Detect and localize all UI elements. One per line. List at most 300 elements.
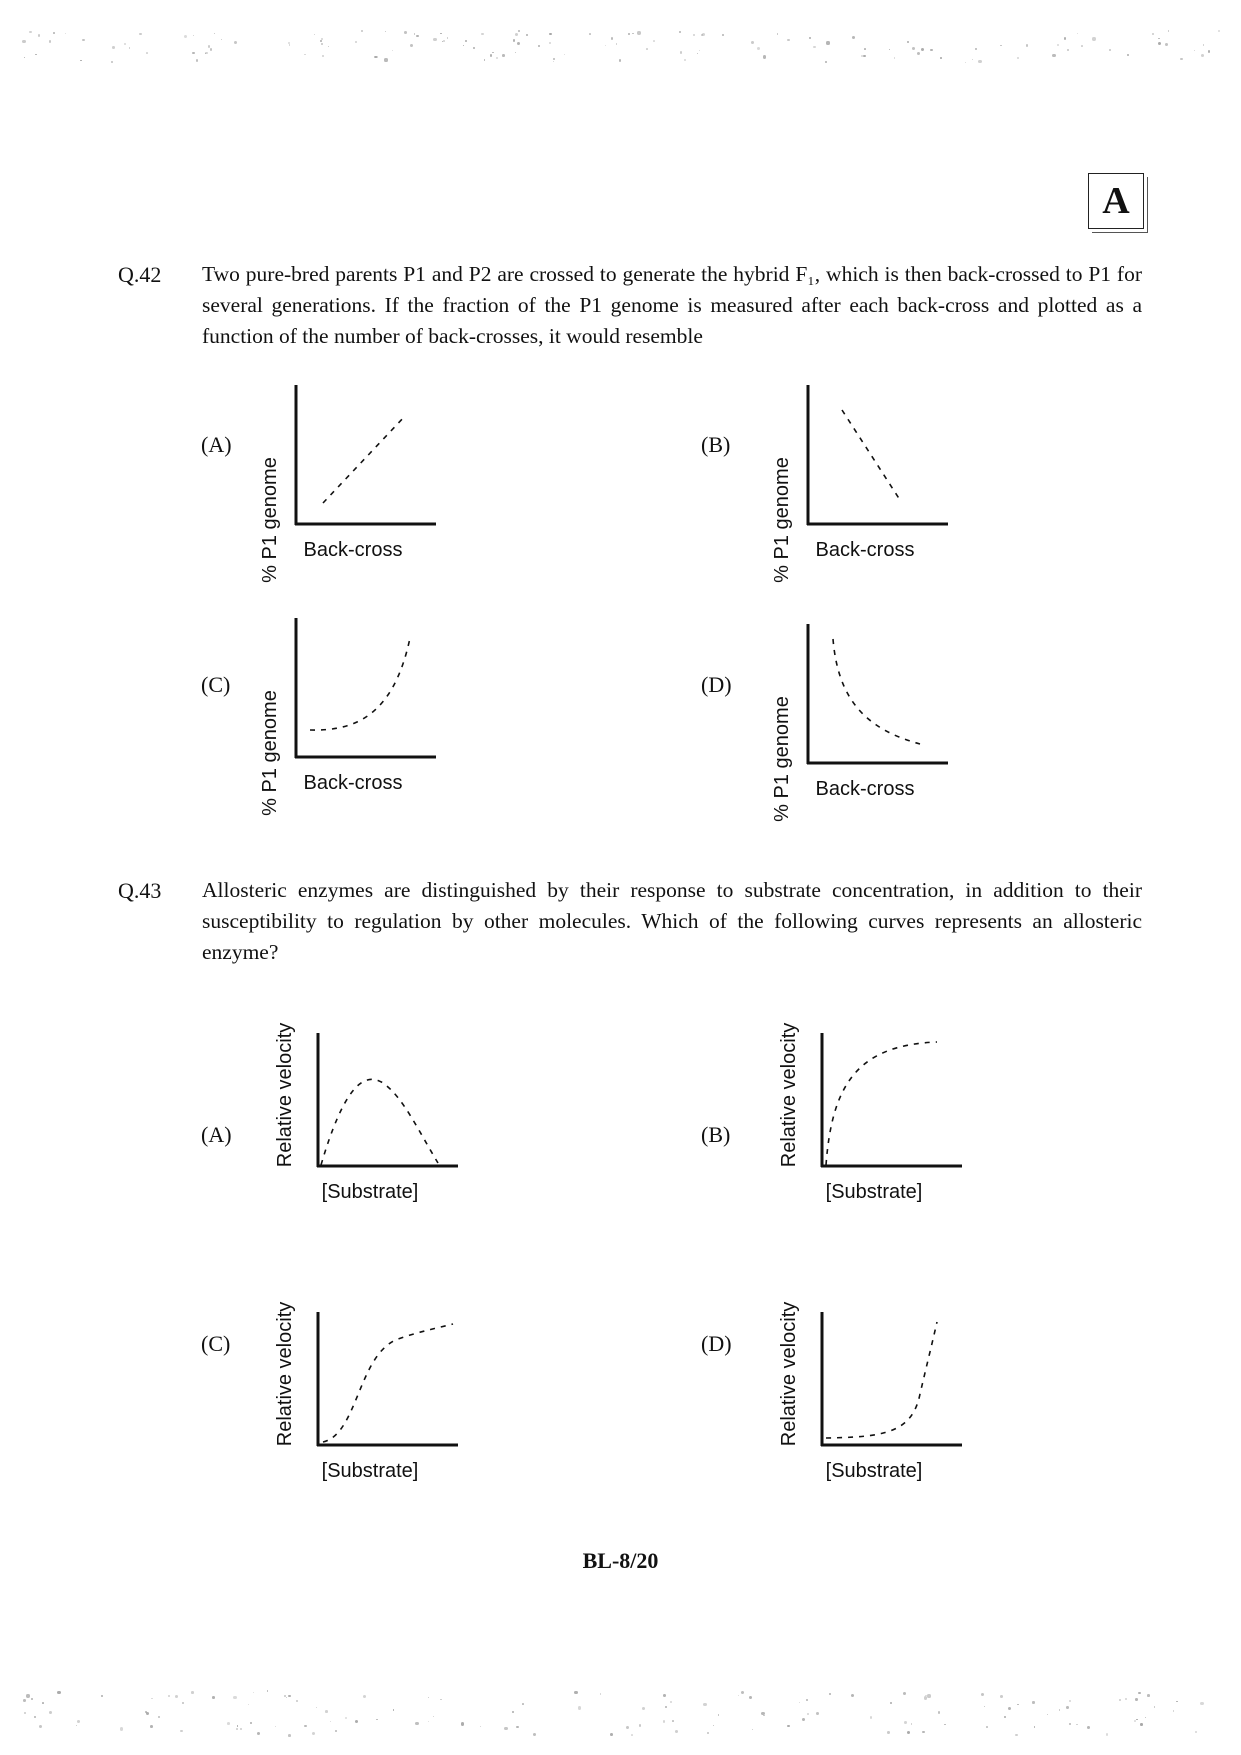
- scan-speck: [1057, 44, 1059, 46]
- scan-speck: [777, 33, 779, 35]
- y-axis-label: % P1 genome: [259, 690, 281, 816]
- scan-speck: [304, 1725, 307, 1728]
- scan-speck: [1134, 1720, 1136, 1722]
- scan-speck: [428, 1697, 429, 1698]
- scan-speck: [610, 1733, 613, 1736]
- scan-speck: [911, 1723, 912, 1724]
- option-graph: [274, 1294, 468, 1484]
- scan-speck: [1017, 1704, 1018, 1705]
- scan-speck: [504, 1727, 507, 1730]
- scan-speck: [316, 1707, 318, 1709]
- x-axis-label: [Substrate]: [825, 1181, 923, 1203]
- scan-speck: [139, 33, 142, 36]
- scan-speck: [210, 48, 213, 51]
- scan-speck: [1081, 45, 1083, 47]
- scan-speck: [49, 40, 51, 42]
- scan-speck: [120, 1727, 123, 1730]
- option-graph: [770, 624, 960, 822]
- scan-speck: [600, 1693, 602, 1695]
- scan-speck: [829, 1693, 832, 1696]
- scan-speck: [42, 1702, 44, 1704]
- scan-speck: [473, 47, 475, 49]
- scan-speck: [355, 41, 357, 43]
- scan-speck: [1004, 1716, 1006, 1718]
- scan-speck: [538, 45, 541, 48]
- scan-speck: [699, 50, 701, 52]
- scan-speck: [852, 36, 855, 39]
- scan-speck: [49, 1711, 52, 1714]
- scan-speck: [1136, 1719, 1138, 1721]
- scan-speck: [518, 30, 520, 32]
- scan-speck: [1203, 44, 1204, 45]
- scan-speck: [53, 32, 55, 34]
- scan-speck: [192, 52, 194, 54]
- scan-speck: [328, 46, 329, 47]
- scan-speck: [679, 31, 681, 33]
- option-label: (D): [701, 1331, 732, 1356]
- scan-speck: [304, 54, 306, 56]
- scan-speck: [1077, 33, 1078, 34]
- scan-speck: [233, 1696, 236, 1699]
- scan-speck: [1208, 50, 1210, 52]
- y-axis-label: Relative velocity: [778, 1301, 800, 1447]
- scan-speck: [1015, 1734, 1018, 1737]
- scan-speck: [924, 1696, 927, 1699]
- option-graph: [778, 1294, 972, 1484]
- scan-speck: [816, 1712, 819, 1715]
- scan-speck: [930, 49, 932, 51]
- y-axis-label: Relative velocity: [274, 1301, 296, 1447]
- scan-speck: [404, 31, 407, 34]
- scan-speck: [1047, 1714, 1048, 1715]
- scan-speck: [1106, 1733, 1108, 1735]
- scan-speck: [639, 1724, 641, 1726]
- scan-speck: [917, 52, 920, 55]
- scan-speck: [384, 58, 387, 61]
- y-axis-label: % P1 genome: [259, 457, 281, 583]
- scan-speck: [205, 52, 208, 55]
- x-axis-label: Back-cross: [815, 539, 915, 561]
- scan-speck: [330, 1721, 331, 1722]
- scan-speck: [1076, 1724, 1078, 1726]
- scan-speck: [940, 57, 942, 59]
- scan-speck: [1026, 44, 1028, 46]
- scan-speck: [922, 1731, 924, 1733]
- x-axis-label: [Substrate]: [321, 1181, 419, 1203]
- scan-speck: [684, 59, 686, 61]
- scan-speck: [975, 48, 976, 49]
- scan-speck: [653, 40, 655, 42]
- exponential-decay-curve: [833, 639, 920, 744]
- scan-speck: [663, 1694, 666, 1697]
- scan-speck: [515, 33, 518, 36]
- scan-speck: [978, 60, 981, 63]
- scan-speck: [863, 55, 865, 57]
- scan-speck: [212, 1696, 215, 1699]
- scan-speck: [870, 1716, 872, 1718]
- exponential-increasing-curve: [826, 1322, 937, 1438]
- scan-speck: [196, 59, 199, 62]
- option-graph: [274, 1015, 468, 1205]
- hyperbolic-curve: [826, 1042, 937, 1165]
- scan-speck: [101, 1695, 103, 1697]
- scan-speck: [553, 58, 555, 60]
- scan-speck: [628, 33, 630, 35]
- scan-speck: [38, 34, 41, 37]
- option-label: (B): [701, 432, 731, 457]
- scan-speck: [927, 1694, 930, 1697]
- scan-speck: [221, 39, 222, 40]
- scan-speck: [1034, 1726, 1035, 1727]
- scan-speck: [111, 61, 113, 63]
- scan-speck: [82, 39, 84, 41]
- scan-speck: [1147, 1694, 1150, 1697]
- scan-speck: [443, 40, 445, 42]
- scan-speck: [637, 31, 640, 34]
- scan-speck: [481, 33, 484, 36]
- page-footer: BL-8/20: [582, 1548, 659, 1573]
- scan-speck: [433, 1716, 434, 1717]
- scan-speck: [826, 41, 829, 44]
- scan-speck: [175, 1695, 178, 1698]
- scan-speck: [722, 34, 724, 36]
- option-label: (B): [701, 1122, 731, 1147]
- scan-speck: [234, 41, 237, 44]
- scan-speck: [385, 31, 386, 32]
- scan-speck: [1154, 1706, 1156, 1708]
- scan-speck: [605, 45, 606, 46]
- scan-speck: [619, 59, 622, 62]
- scan-speck: [1087, 1726, 1090, 1729]
- scan-speck: [35, 54, 36, 55]
- scan-speck: [526, 34, 528, 36]
- scan-speck: [321, 43, 323, 45]
- scan-speck: [1000, 45, 1002, 47]
- scan-speck: [77, 1720, 80, 1723]
- scan-speck: [236, 1728, 238, 1730]
- y-axis-label: % P1 genome: [771, 696, 793, 822]
- question-set-code-box: [1088, 173, 1144, 229]
- scan-speck: [663, 1720, 665, 1722]
- scan-speck: [1158, 38, 1160, 40]
- scan-speck: [693, 34, 695, 36]
- scan-speck: [1000, 1695, 1003, 1698]
- scan-speck: [184, 35, 187, 38]
- option-label: (C): [201, 672, 231, 697]
- option-label: (D): [701, 672, 732, 697]
- scan-speck: [146, 52, 148, 54]
- scan-speck: [502, 54, 505, 57]
- scan-speck: [151, 1698, 152, 1699]
- scan-speck: [124, 43, 127, 46]
- scan-speck: [376, 1719, 377, 1720]
- scan-speck: [861, 55, 863, 57]
- scan-speck: [286, 1697, 287, 1698]
- scan-speck: [484, 59, 486, 61]
- scan-speck: [984, 1706, 985, 1707]
- scan-speck: [415, 1722, 418, 1725]
- scan-speck: [680, 51, 682, 53]
- scan-speck: [965, 62, 966, 63]
- scan-speck: [490, 54, 493, 57]
- scan-speck: [763, 55, 766, 58]
- scan-speck: [410, 44, 413, 47]
- set-code: A: [1102, 180, 1130, 222]
- scan-speck: [447, 37, 448, 38]
- scan-speck: [675, 1730, 678, 1733]
- scan-speck: [904, 1721, 907, 1724]
- scan-speck: [1176, 1701, 1177, 1702]
- scan-speck: [889, 49, 890, 50]
- scan-speck: [799, 1702, 800, 1703]
- scan-speck: [1200, 1702, 1203, 1705]
- scan-speck: [193, 35, 194, 36]
- scan-speck: [363, 1695, 366, 1698]
- scan-speck: [76, 1725, 78, 1727]
- scan-speck: [34, 1716, 36, 1718]
- scan-speck: [214, 33, 215, 34]
- scan-speck: [65, 33, 66, 34]
- scan-speck: [1194, 50, 1195, 51]
- scan-speck: [461, 1722, 464, 1725]
- scan-speck: [1201, 54, 1204, 57]
- question-number: Q.43: [118, 878, 162, 903]
- scan-speck: [757, 47, 760, 50]
- scan-speck: [1052, 54, 1055, 57]
- scan-speck: [972, 59, 973, 60]
- scan-speck: [1138, 1692, 1141, 1695]
- exponential-increasing-curve: [310, 638, 410, 730]
- scan-speck: [288, 1695, 290, 1697]
- scan-speck: [944, 1724, 945, 1725]
- scan-speck: [208, 45, 210, 47]
- scan-speck: [912, 47, 915, 50]
- question-number: Q.42: [118, 262, 162, 287]
- scan-speck: [646, 48, 648, 50]
- scan-speck: [533, 1733, 536, 1736]
- scan-speck: [22, 40, 25, 43]
- option-graph: [770, 385, 960, 583]
- scan-speck: [480, 1726, 481, 1727]
- scan-speck: [57, 1691, 60, 1694]
- scan-speck: [864, 48, 866, 50]
- scan-speck: [813, 46, 815, 48]
- scan-speck: [191, 1691, 194, 1694]
- scan-speck: [986, 1726, 988, 1728]
- scan-speck: [1152, 33, 1154, 35]
- scan-speck: [1119, 1699, 1121, 1701]
- scan-speck: [312, 1732, 315, 1735]
- bell-curve: [321, 1079, 438, 1165]
- scan-speck: [672, 1720, 674, 1722]
- scan-speck: [227, 1722, 230, 1725]
- scan-speck: [787, 1725, 789, 1727]
- scan-speck: [433, 38, 436, 41]
- scan-speck: [428, 1721, 429, 1722]
- scan-speck: [697, 53, 698, 54]
- scan-speck: [1173, 1710, 1175, 1712]
- scan-speck: [321, 38, 323, 40]
- option-label: (A): [201, 1122, 232, 1147]
- linear-increasing-curve: [323, 415, 406, 503]
- scan-speck: [670, 1701, 672, 1703]
- option-graph: [258, 385, 448, 583]
- question-text: Allosteric enzymes are distinguished by their response to substrate concentration, in addition to their susceptibility to regulation by other molecules. Which of the following curves represents an allosteric enzyme?: [202, 878, 1142, 964]
- scan-speck: [1069, 1700, 1072, 1703]
- scan-speck: [825, 61, 827, 63]
- scan-speck: [517, 42, 520, 45]
- scan-speck: [1127, 54, 1129, 56]
- scan-speck: [80, 60, 81, 61]
- scan-speck: [26, 1694, 29, 1697]
- scan-speck: [440, 1699, 442, 1701]
- scan-speck: [1066, 1706, 1069, 1709]
- scan-speck: [1158, 42, 1161, 45]
- scan-speck: [288, 1734, 291, 1737]
- scan-speck: [325, 1710, 328, 1713]
- x-axis-label: Back-cross: [815, 778, 915, 800]
- scan-speck: [907, 41, 909, 43]
- scan-speck: [752, 1729, 753, 1730]
- scan-speck: [289, 44, 290, 45]
- scan-speck: [1135, 1698, 1138, 1701]
- scan-speck: [802, 1718, 805, 1721]
- scan-speck: [392, 50, 393, 51]
- x-axis-label: Back-cross: [303, 539, 403, 561]
- scan-speck: [807, 1713, 809, 1715]
- scan-speck: [416, 35, 418, 37]
- scan-speck: [1218, 30, 1220, 32]
- scan-speck: [642, 1707, 645, 1710]
- scan-speck: [31, 1698, 33, 1700]
- scan-speck: [787, 39, 790, 42]
- scan-speck: [1032, 1701, 1034, 1703]
- scan-speck: [463, 45, 464, 46]
- option-label: (A): [201, 432, 232, 457]
- scan-speck: [465, 40, 468, 43]
- scan-speck: [168, 1695, 170, 1697]
- scan-speck: [851, 1694, 854, 1697]
- scan-speck: [1125, 1698, 1127, 1700]
- option-label: (C): [201, 1331, 231, 1356]
- scan-speck: [981, 1693, 984, 1696]
- scan-speck: [322, 55, 324, 57]
- scan-speck: [707, 1732, 710, 1735]
- scan-speck: [751, 41, 754, 44]
- scan-speck: [921, 48, 924, 51]
- x-axis-label: Back-cross: [303, 772, 403, 794]
- scan-speck: [29, 31, 32, 34]
- scan-speck: [738, 1695, 739, 1696]
- scan-speck: [1195, 1731, 1197, 1733]
- scan-speck: [492, 52, 494, 54]
- y-axis-label: Relative velocity: [778, 1022, 800, 1168]
- scan-speck: [1109, 49, 1111, 51]
- scan-speck: [701, 34, 703, 36]
- scan-speck: [890, 1702, 892, 1704]
- scan-speck: [549, 42, 551, 44]
- scan-speck: [611, 37, 614, 40]
- scan-speck: [741, 1691, 744, 1694]
- scan-speck: [180, 1730, 182, 1732]
- scan-speck: [314, 34, 315, 35]
- scan-speck: [158, 1716, 160, 1718]
- scan-speck: [564, 54, 565, 55]
- scan-speck: [553, 61, 554, 62]
- sigmoidal-curve: [323, 1324, 453, 1442]
- scan-speck: [713, 1725, 714, 1726]
- scan-speck: [393, 1709, 394, 1710]
- x-axis-label: [Substrate]: [825, 1460, 923, 1482]
- scan-speck: [1059, 1709, 1060, 1710]
- scan-speck: [809, 37, 810, 38]
- scan-speck: [296, 1700, 298, 1702]
- question-text: Two pure-bred parents P1 and P2 are crossed to generate the hybrid F₁, which is then back-crossed to P1 for several generations. If the fraction of the P1 genome is measured after each back-cross and plotted as a function of the number of back-crosses, it would resemble: [202, 262, 1142, 348]
- scan-speck: [112, 46, 115, 49]
- scan-speck: [907, 1731, 910, 1734]
- scan-speck: [761, 1712, 764, 1715]
- y-axis-label: Relative velocity: [274, 1022, 296, 1168]
- scan-speck: [496, 57, 499, 60]
- scan-speck: [806, 1699, 809, 1702]
- scan-speck: [1017, 57, 1019, 59]
- scan-speck: [749, 1696, 752, 1699]
- scan-speck: [1165, 43, 1168, 46]
- scan-speck: [129, 47, 131, 49]
- scan-speck: [703, 1703, 706, 1706]
- scan-speck: [1064, 37, 1067, 40]
- scan-speck: [616, 43, 617, 44]
- option-graph: [778, 1015, 972, 1205]
- scan-speck: [257, 1732, 260, 1735]
- scan-speck: [1067, 49, 1069, 51]
- scan-speck: [632, 33, 634, 35]
- scan-speck: [248, 1704, 249, 1705]
- scan-speck: [522, 1703, 524, 1705]
- scan-speck: [275, 1726, 276, 1727]
- scan-speck: [440, 33, 442, 35]
- scan-speck: [345, 1717, 347, 1719]
- scan-speck: [182, 1702, 184, 1704]
- option-graph: [258, 618, 448, 816]
- scan-speck: [24, 1712, 27, 1715]
- scan-speck: [39, 1725, 42, 1728]
- scan-speck: [513, 39, 515, 41]
- scan-speck: [240, 1728, 242, 1730]
- scan-speck: [578, 1706, 581, 1709]
- scan-speck: [1180, 58, 1182, 60]
- scan-speck: [320, 40, 322, 42]
- scan-speck: [284, 1695, 285, 1696]
- scan-speck: [549, 33, 551, 35]
- scan-speck: [23, 1699, 26, 1702]
- scan-speck: [1140, 1723, 1142, 1725]
- scan-speck: [574, 1691, 577, 1694]
- scan-speck: [1168, 30, 1170, 32]
- scan-speck: [631, 1734, 633, 1736]
- scan-speck: [1008, 1707, 1011, 1710]
- scan-speck: [516, 1726, 518, 1728]
- scan-speck: [355, 1720, 358, 1723]
- scan-speck: [887, 1731, 890, 1734]
- scan-speck: [250, 1722, 252, 1724]
- scan-speck: [589, 33, 591, 35]
- scan-speck: [515, 52, 516, 53]
- y-axis-label: % P1 genome: [771, 457, 793, 583]
- scan-speck: [938, 1711, 941, 1714]
- scan-speck: [1069, 1723, 1071, 1725]
- scan-speck: [665, 1706, 667, 1708]
